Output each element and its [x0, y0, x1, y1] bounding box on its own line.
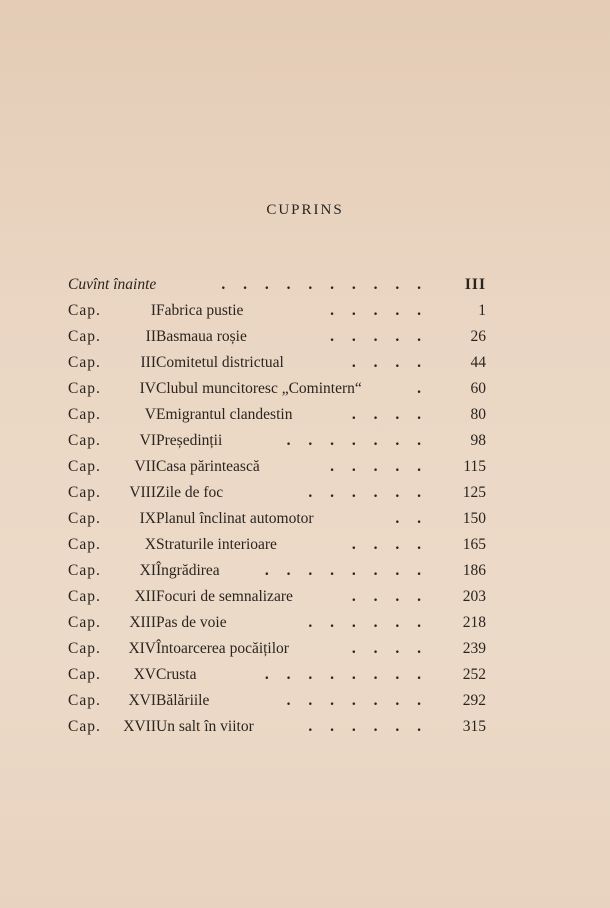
toc-chapter-row: [68, 532, 486, 558]
toc-intro-row: [68, 272, 486, 298]
toc-chapter-row: [68, 454, 486, 480]
chapter-prefix: Cap.: [68, 536, 101, 553]
chapter-prefix: Cap.: [68, 718, 101, 735]
table-of-contents: [68, 272, 486, 740]
chapter-number: XVI: [128, 692, 156, 709]
intro-title: Cuvînt înainte: [68, 276, 157, 293]
dot-leader: . . . .: [351, 588, 428, 605]
chapter-number: I: [150, 302, 156, 319]
dot-leader: . . . .: [351, 640, 428, 657]
chapter-page-number: 1: [478, 302, 486, 319]
dot-leader: . . . . . . . . . .: [221, 276, 428, 293]
chapter-number: XII: [134, 588, 156, 605]
chapter-page-number: 203: [462, 588, 486, 605]
chapter-prefix: Cap.: [68, 328, 101, 345]
chapter-number: XI: [139, 562, 156, 579]
chapter-title: Zile de foc: [156, 484, 224, 501]
chapter-page-number: 186: [462, 562, 486, 579]
dot-leader: . . . . . . . .: [264, 666, 428, 683]
chapter-prefix: Cap.: [68, 640, 101, 657]
chapter-title: Pas de voie: [156, 614, 227, 631]
chapter-number: IV: [139, 380, 156, 397]
chapter-number: VIII: [129, 484, 156, 501]
toc-chapter-row: [68, 584, 486, 610]
chapter-page-number: 150: [462, 510, 486, 527]
toc-chapter-row: [68, 714, 486, 740]
dot-leader: . . . . . .: [308, 484, 428, 501]
chapter-page-number: 60: [470, 380, 486, 397]
toc-chapter-row: [68, 610, 486, 636]
toc-chapter-row: [68, 350, 486, 376]
chapter-number: V: [144, 406, 156, 423]
chapter-number: VII: [134, 458, 156, 475]
chapter-title: Președinții: [156, 432, 223, 449]
chapter-title: Planul înclinat automotor: [156, 510, 314, 527]
toc-chapter-row: [68, 558, 486, 584]
chapter-page-number: 98: [470, 432, 486, 449]
chapter-title: Îngrădirea: [156, 562, 220, 579]
dot-leader: . . . . . .: [308, 614, 428, 631]
dot-leader: . . . .: [351, 354, 428, 371]
toc-chapter-row: [68, 662, 486, 688]
chapter-page-number: 165: [462, 536, 486, 553]
dot-leader: . . . . . . .: [286, 692, 428, 709]
chapter-title: Comitetul districtual: [156, 354, 284, 371]
chapter-page-number: 315: [462, 718, 486, 735]
dot-leader: . . . . . . . .: [264, 562, 428, 579]
chapter-title: Clubul muncitoresc „Comintern“: [156, 380, 362, 397]
toc-chapter-row: [68, 402, 486, 428]
chapter-number: XIII: [129, 614, 156, 631]
chapter-page-number: 239: [462, 640, 486, 657]
chapter-prefix: Cap.: [68, 666, 101, 683]
chapter-prefix: Cap.: [68, 562, 101, 579]
toc-chapter-row: [68, 428, 486, 454]
chapter-title: Emigrantul clandestin: [156, 406, 293, 423]
chapter-page-number: 26: [470, 328, 486, 345]
toc-chapter-row: [68, 688, 486, 714]
chapter-title: Focuri de semnalizare: [156, 588, 293, 605]
dot-leader: . . . . . . .: [286, 432, 428, 449]
page-title: CUPRINS: [266, 202, 344, 218]
chapter-prefix: Cap.: [68, 458, 101, 475]
dot-leader: .: [417, 380, 428, 397]
chapter-page-number: 218: [462, 614, 486, 631]
chapter-prefix: Cap.: [68, 302, 101, 319]
chapter-title: Întoarcerea pocăiților: [156, 640, 289, 657]
chapter-prefix: Cap.: [68, 614, 101, 631]
chapter-prefix: Cap.: [68, 510, 101, 527]
chapter-title: Casa părintească: [156, 458, 260, 475]
chapter-title: Fabrica pustie: [156, 302, 244, 319]
dot-leader: . . . . .: [330, 302, 428, 319]
dot-leader: . . . .: [351, 536, 428, 553]
toc-chapter-row: [68, 376, 486, 402]
chapter-page-number: 292: [462, 692, 486, 709]
chapter-prefix: Cap.: [68, 588, 101, 605]
toc-chapter-row: [68, 636, 486, 662]
toc-chapter-row: [68, 324, 486, 350]
chapter-title: Crusta: [156, 666, 197, 683]
chapter-number: VI: [139, 432, 156, 449]
toc-chapter-row: [68, 480, 486, 506]
chapter-page-number: 115: [463, 458, 486, 475]
chapter-prefix: Cap.: [68, 406, 101, 423]
dot-leader: . . . . .: [330, 328, 428, 345]
chapter-list: [68, 298, 486, 740]
chapter-number: XIV: [128, 640, 156, 657]
chapter-number: III: [140, 354, 156, 371]
chapter-prefix: Cap.: [68, 380, 101, 397]
chapter-number: XV: [133, 666, 156, 683]
chapter-title: Bălăriile: [156, 692, 210, 709]
chapter-number: IX: [139, 510, 156, 527]
chapter-title: Basmaua roșie: [156, 328, 247, 345]
chapter-number: XVII: [123, 718, 156, 735]
chapter-title: Straturile interioare: [156, 536, 277, 553]
intro-page-number: III: [464, 276, 486, 293]
chapter-number: II: [145, 328, 156, 345]
chapter-title: Un salt în viitor: [156, 718, 254, 735]
dot-leader: . . . . .: [330, 458, 428, 475]
toc-chapter-row: [68, 506, 486, 532]
dot-leader: . . . .: [351, 406, 428, 423]
chapter-page-number: 125: [462, 484, 486, 501]
chapter-prefix: Cap.: [68, 484, 101, 501]
toc-chapter-row: [68, 298, 486, 324]
chapter-prefix: Cap.: [68, 354, 101, 371]
chapter-number: X: [144, 536, 156, 553]
dot-leader: . . . . . .: [308, 718, 428, 735]
chapter-page-number: 252: [462, 666, 486, 683]
dot-leader: . .: [395, 510, 428, 527]
chapter-prefix: Cap.: [68, 432, 101, 449]
chapter-page-number: 44: [470, 354, 486, 371]
chapter-page-number: 80: [470, 406, 486, 423]
chapter-prefix: Cap.: [68, 692, 101, 709]
